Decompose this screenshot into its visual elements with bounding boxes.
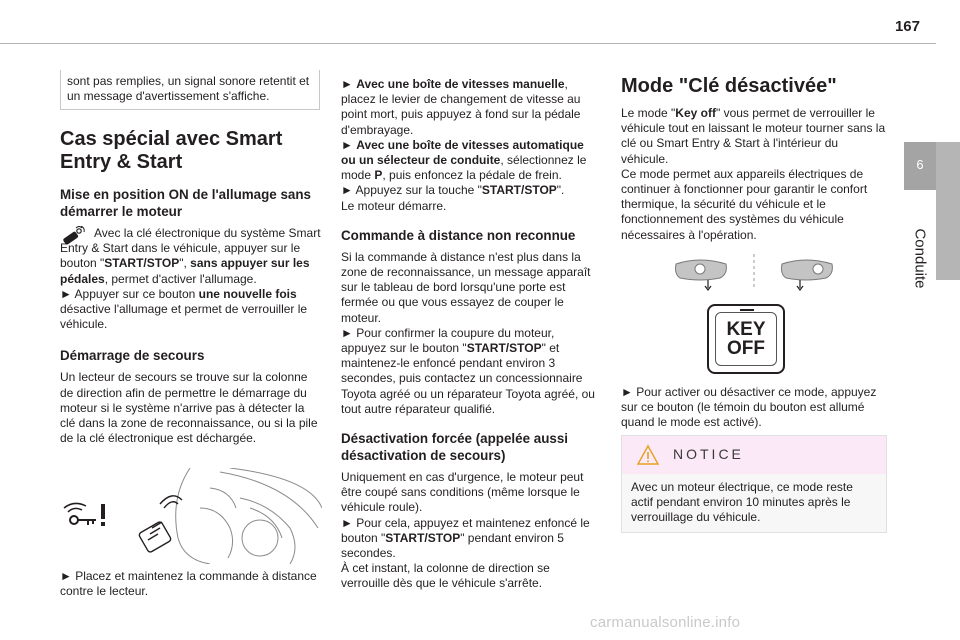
heading-ignition-on: Mise en position ON de l'allumage sans démarrer le moteur bbox=[60, 187, 311, 219]
notice-title: NOTICE bbox=[673, 446, 744, 462]
notice-box bbox=[621, 435, 887, 533]
chapter-side-tab bbox=[936, 142, 960, 280]
paragraph-automatic-gearbox: ► Avec une boîte de vitesses automatique ou un sélecteur de conduite, sélectionnez le mode P, puis enfoncez la pédale de frein. bbox=[341, 137, 587, 183]
column-2 bbox=[341, 77, 601, 592]
notice-body: Avec un moteur électrique, ce mode reste actif pendant environ 10 minutes après le verrouillage du véhicule. bbox=[631, 480, 853, 525]
paragraph-hold-start: ► Pour cela, appuyez et maintenez enfoncé le bouton "START/STOP" pendant environ 5 secondes. bbox=[341, 515, 590, 561]
intro-box bbox=[60, 70, 320, 110]
paragraph-confirm-stop: ► Pour confirmer la coupure du moteur, appuyez sur le bouton "START/STOP" et maintenez-le enfoncé pendant environ 3 secondes, puis contactez un concessionnaire Toyota agréé ou un réparateur Toyota agréé, ou tout autre réparateur qualifié. bbox=[341, 325, 595, 416]
steering-wheel-left-icon bbox=[676, 260, 727, 290]
smart-key-icon bbox=[60, 226, 86, 248]
header-divider bbox=[0, 43, 936, 44]
intro-text: sont pas remplies, un signal sonore retentit et un message d'avertissement s'affiche. bbox=[67, 74, 310, 104]
steering-wheel-icons bbox=[672, 252, 836, 292]
paragraph-ignition-off: ► Appuyer sur ce bouton une nouvelle fois désactive l'allumage et permet de verrouiller le véhicule. bbox=[60, 286, 308, 332]
paragraph-toggle-mode: ► Pour activer ou désactiver ce mode, appuyez sur ce bouton (le témoin du bouton est allumé quand le mode est activé). bbox=[621, 385, 877, 430]
paragraph-emergency-start: Un lecteur de secours se trouve sur la colonne de direction afin de permettre le démarrage du moteur si le système n'arrive pas à détecter la clé dans la zone de reconnaissance, ou si la pile de la clé électronique est déchargée. bbox=[60, 370, 318, 446]
heading-emergency-start: Démarrage de secours bbox=[60, 348, 205, 364]
paragraph-column-lock: À cet instant, la colonne de direction se verrouille dès que le véhicule s'arrête. bbox=[341, 561, 550, 591]
key-off-button bbox=[707, 304, 785, 374]
paragraph-manual-gearbox: ► Avec une boîte de vitesses manuelle, placez le levier de changement de vitesse au point mort, puis appuyez à fond sur la pédale d'embrayage. bbox=[341, 77, 581, 137]
paragraph-key-off-intro: Le mode "Key off" vous permet de verrouiller le véhicule tout en laissant le moteur tourner sans la clé ou Smart Entry & Start à l'intérieur du véhicule. bbox=[621, 106, 886, 166]
column-3 bbox=[621, 75, 887, 243]
paragraph-key-off-purpose: Ce mode permet aux appareils électriques de continuer à fonctionner pour garantir le confort thermique, la sécurité du véhicule et le fonctionnement des systèmes du véhicule nécessaires à l'opération. bbox=[621, 166, 868, 242]
paragraph-place-remote: ► Placez et maintenez la commande à distance contre le lecteur. bbox=[60, 569, 317, 599]
key-off-label: KEY OFF bbox=[715, 312, 777, 366]
paragraph-remote-not-recognized: Si la commande à distance n'est plus dans la zone de reconnaissance, un message apparaît sur le tableau de bord lorsqu'une porte est fermée ou que vous essayez de couper le moteur. bbox=[341, 249, 591, 325]
steering-column-reader-illustration bbox=[60, 468, 322, 564]
paragraph-ignition-on: Avec la clé électronique du système Smart Entry & Start dans le véhicule, appuyer sur le bouton "START/STOP", sans appuyer sur les pédales, permet d'activer l'allumage. bbox=[60, 226, 321, 286]
heading-remote-not-recognized: Commande à distance non reconnue bbox=[341, 227, 576, 243]
warning-triangle-icon bbox=[636, 444, 660, 466]
steering-wheel-right-icon bbox=[782, 260, 833, 290]
column-1 bbox=[60, 128, 322, 446]
paragraph-emergency-only: Uniquement en cas d'urgence, le moteur peut être coupé sans conditions (même lorsque le véhicule roule). bbox=[341, 470, 584, 515]
paragraph-press-start: ► Appuyez sur la touche "START/STOP". bbox=[341, 183, 565, 198]
chapter-number: 6 bbox=[904, 142, 936, 190]
paragraph-engine-starts: Le moteur démarre. bbox=[341, 198, 447, 213]
key-warning-icon bbox=[64, 503, 105, 526]
heading-forced-deactivation: Désactivation forcée (appelée aussi désactivation de secours) bbox=[341, 431, 568, 464]
notice-header bbox=[622, 436, 886, 474]
section-title: Cas spécial avec Smart Entry & Start bbox=[60, 128, 283, 173]
mode-title: Mode "Clé désactivée" bbox=[621, 75, 837, 97]
chapter-title: Conduite bbox=[911, 228, 929, 289]
page-number: 167 bbox=[894, 18, 920, 35]
key-off-indicator bbox=[740, 309, 754, 311]
footer-watermark: carmanualsonline.info bbox=[590, 614, 741, 631]
